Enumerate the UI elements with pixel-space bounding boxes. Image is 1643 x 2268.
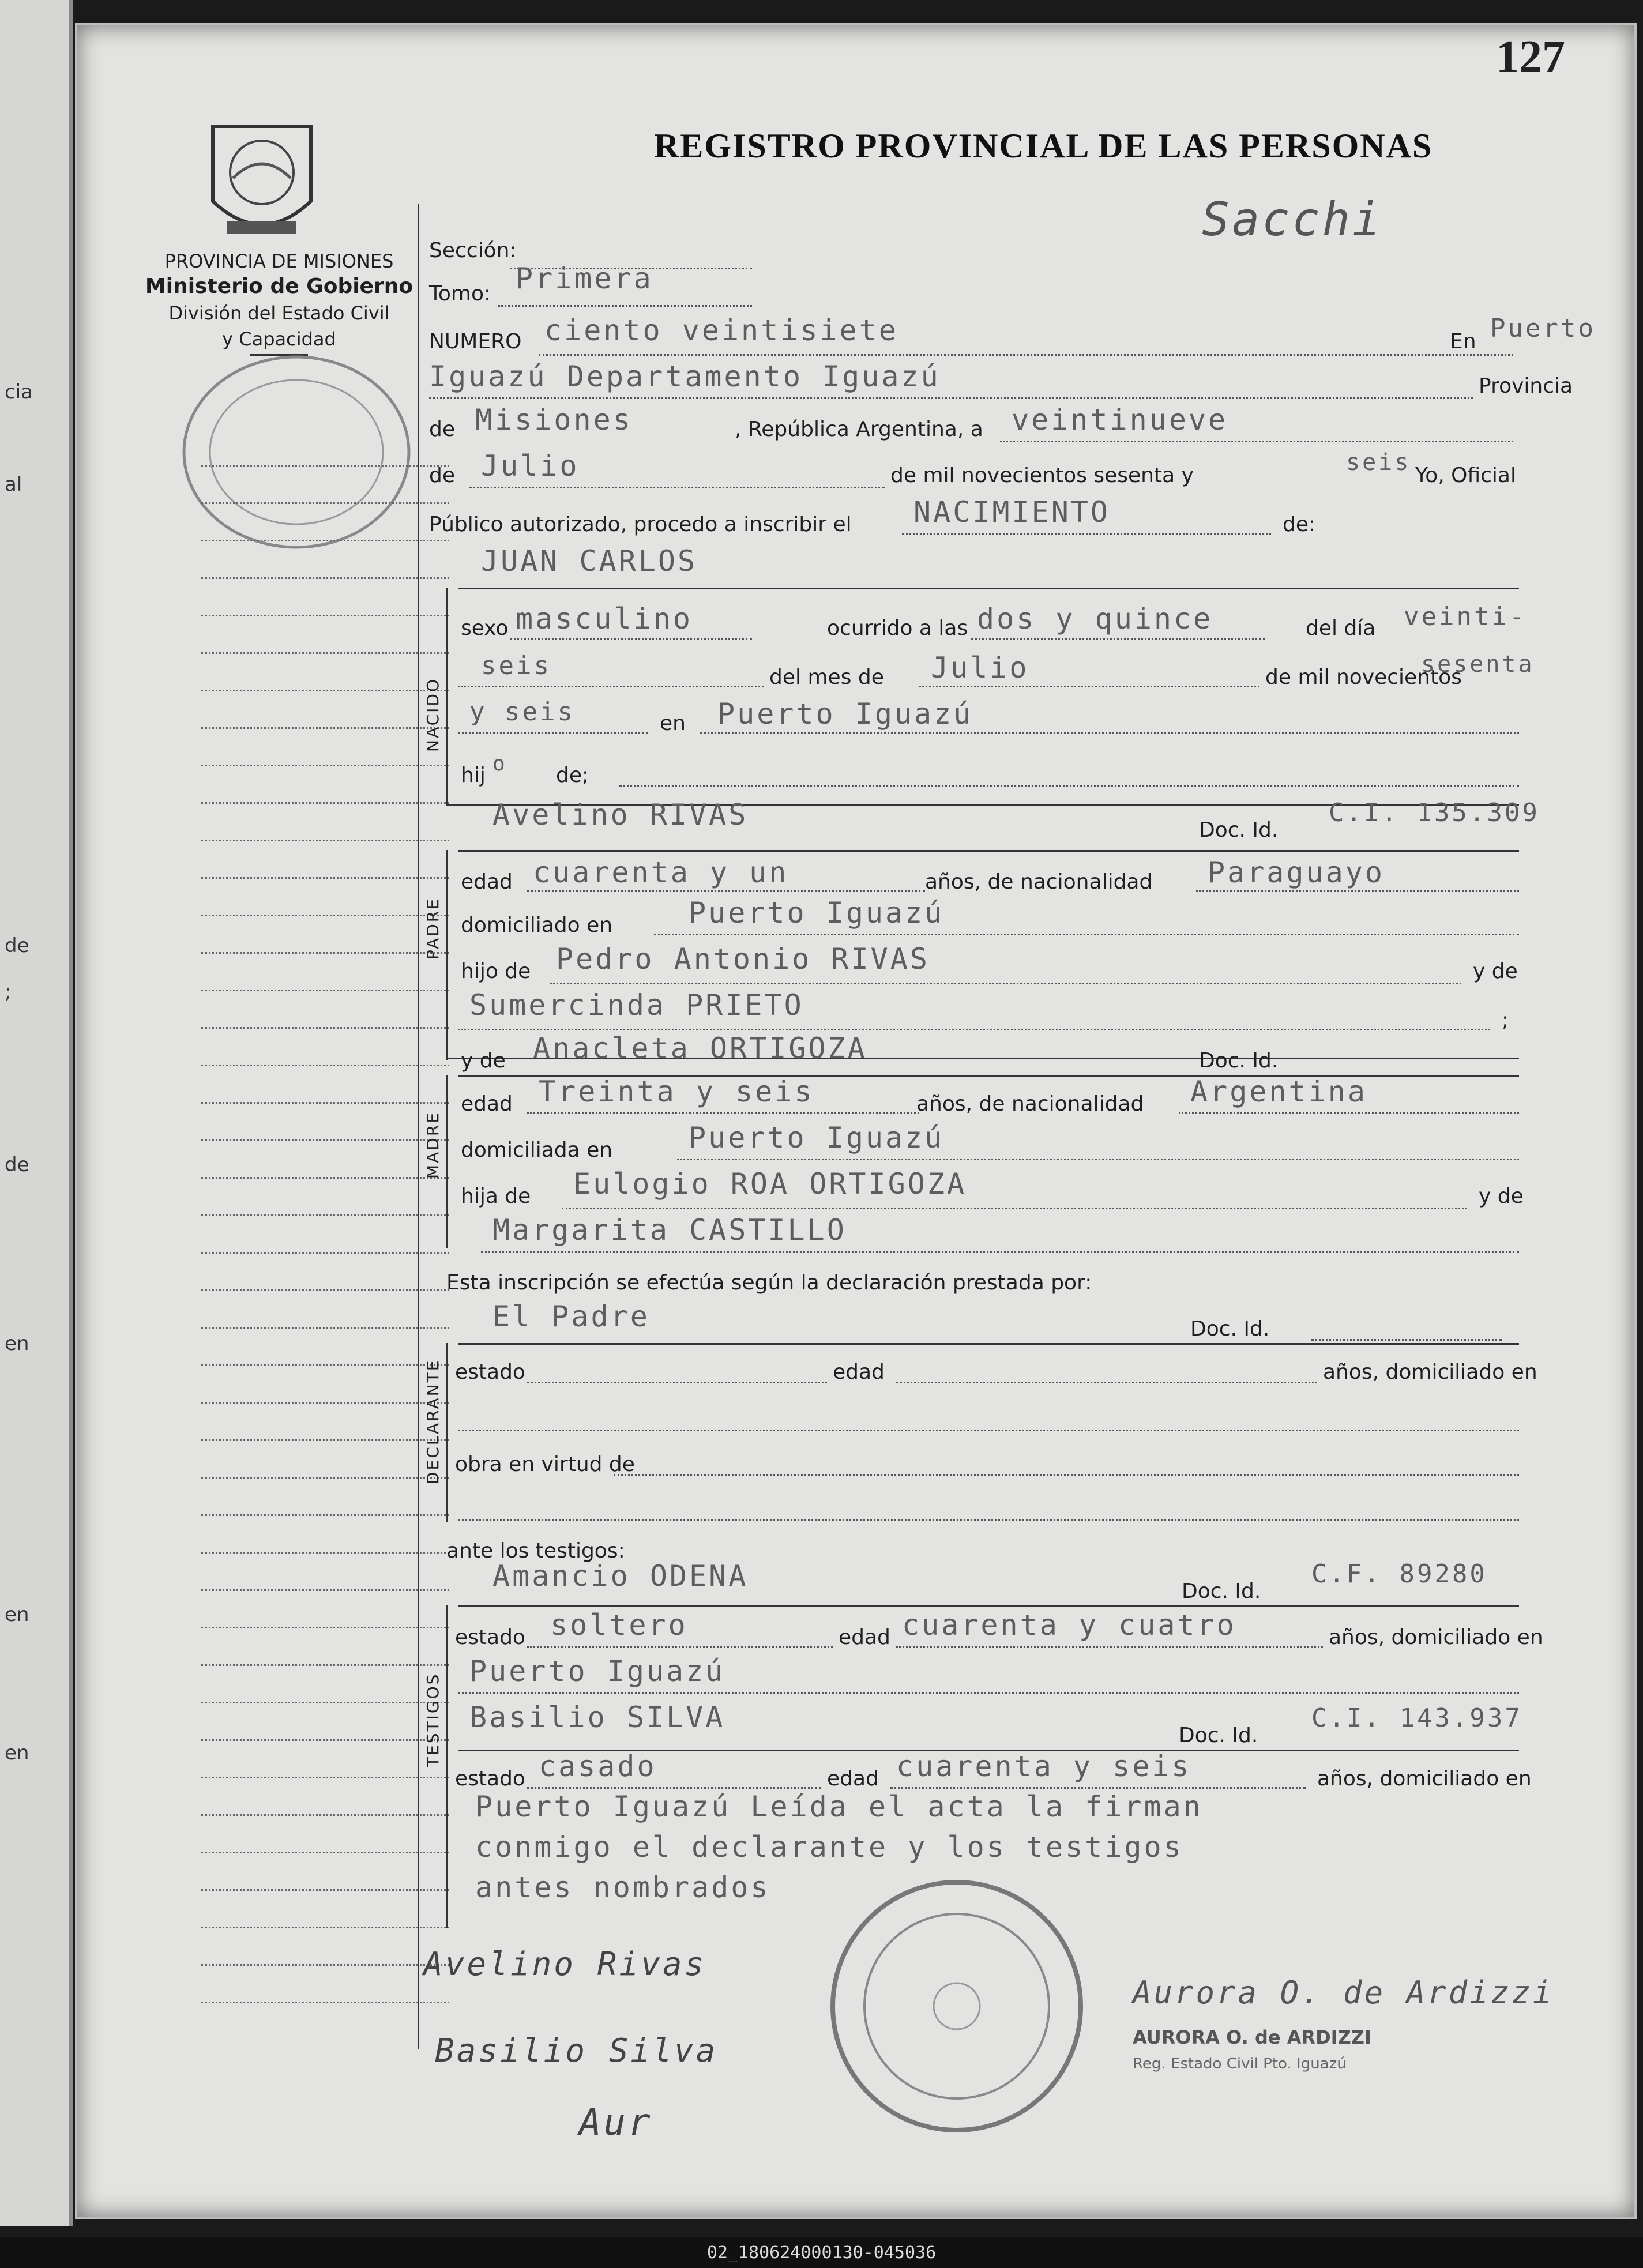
padre-doc-label: Doc. Id. xyxy=(1199,818,1279,842)
testigo1-edad-value: cuarenta y cuatro xyxy=(902,1608,1236,1642)
anio-value: seis xyxy=(1346,449,1411,476)
abuelo-materno-value: Eulogio ROA ORTIGOZA xyxy=(573,1167,967,1201)
testigo1-dom-label: años, domiciliado en xyxy=(1329,1626,1543,1649)
mil-sesenta-label: de mil novecientos sesenta y xyxy=(890,464,1194,487)
seccion-value: Primera xyxy=(516,262,653,295)
closing-line-2: conmigo el declarante y los testigos xyxy=(475,1830,1183,1864)
ministry-name: Ministerio de Gobierno xyxy=(145,274,413,298)
side-label-nacido: NACIDO xyxy=(423,677,442,752)
division-line-1: División del Estado Civil xyxy=(168,302,390,324)
de-colon-label: de: xyxy=(1283,513,1316,536)
anio-nac2-value: y seis xyxy=(469,697,575,727)
testigo1-nombre-value: Amancio ODENA xyxy=(492,1559,749,1593)
padre-y-de-label: y de xyxy=(1473,960,1518,983)
signature-third: Aur xyxy=(579,2101,653,2144)
side-label-madre: MADRE xyxy=(423,1111,442,1179)
acto-value: NACIMIENTO xyxy=(913,495,1111,529)
republica-label: , República Argentina, a xyxy=(735,418,983,441)
declarante-edad-label: edad xyxy=(833,1360,885,1384)
padre-hijo-de-label: hijo de xyxy=(461,960,531,983)
sexo-value: masculino xyxy=(516,602,693,635)
lugar-nac-value: Puerto Iguazú xyxy=(717,697,973,731)
madre-edad-label: edad xyxy=(461,1092,513,1116)
official-name-stamp: AURORA O. de ARDIZZI xyxy=(1133,2026,1371,2048)
padre-edad-label: edad xyxy=(461,870,513,894)
padre-edad-value: cuarenta y un xyxy=(533,856,789,889)
madre-dom-value: Puerto Iguazú xyxy=(689,1121,945,1154)
division-line-2: y Capacidad xyxy=(222,328,336,350)
abuela-materna-value: Margarita CASTILLO xyxy=(492,1213,847,1247)
gutter-fragment: cia xyxy=(5,381,33,404)
closing-line-3: antes nombrados xyxy=(475,1871,770,1904)
testigo2-estado-label: estado xyxy=(455,1767,525,1791)
page-number: 127 xyxy=(1496,32,1565,82)
province-emblem-icon xyxy=(207,115,317,247)
signature-official: Aurora O. de Ardizzi xyxy=(1133,1974,1554,2011)
madre-nombre-value: Anacleta ORTIGOZA xyxy=(533,1032,867,1065)
testigo2-doc-value: C.I. 143.937 xyxy=(1311,1703,1522,1733)
seccion-label: Sección: xyxy=(429,239,517,262)
testigo1-edad-label: edad xyxy=(839,1626,890,1649)
madre-nac-label: años, de nacionalidad xyxy=(916,1092,1144,1116)
gutter-fragment: en xyxy=(5,1742,29,1765)
madre-hija-de-label: hija de xyxy=(461,1184,531,1208)
dia-nac2-value: seis xyxy=(481,651,551,680)
testigo1-doc-label: Doc. Id. xyxy=(1182,1579,1261,1603)
declarante-estado-label: estado xyxy=(455,1360,525,1384)
image-identifier-footer: 02_180624000130-045036 xyxy=(0,2237,1643,2268)
side-label-testigos: TESTIGOS xyxy=(423,1672,442,1767)
padre-dom-label: domiciliado en xyxy=(461,913,613,937)
gutter-fragment: en xyxy=(5,1603,29,1626)
official-round-stamp-icon xyxy=(821,1871,1092,2142)
testigo1-doc-value: C.F. 89280 xyxy=(1311,1559,1487,1589)
del-mes-label: del mes de xyxy=(769,665,884,689)
side-label-declarante: DECLARANTE xyxy=(423,1359,442,1484)
nacido-top-rule xyxy=(458,588,1519,589)
anio-nac-value: sesenta xyxy=(1421,651,1535,678)
hijo-o-value: o xyxy=(492,752,507,776)
official-signature-top: Sacchi xyxy=(1202,193,1382,246)
de-label: de xyxy=(429,418,455,441)
page-title: REGISTRO PROVINCIAL DE LAS PERSONAS xyxy=(654,127,1433,165)
official-stamp-subtitle: Reg. Estado Civil Pto. Iguazú xyxy=(1133,2055,1347,2073)
abuelo-paterno-value: Pedro Antonio RIVAS xyxy=(556,942,930,976)
madre-nac-value: Argentina xyxy=(1190,1075,1367,1108)
signature-father: Avelino Rivas xyxy=(423,1946,706,1983)
padre-nac-label: años, de nacionalidad xyxy=(925,870,1153,894)
numero-label: NUMERO xyxy=(429,330,522,353)
testigo2-dom-label: años, domiciliado en xyxy=(1317,1767,1532,1791)
book-gutter xyxy=(0,0,73,2226)
declarante-doc-label: Doc. Id. xyxy=(1190,1317,1270,1341)
dia-nac-value: veinti- xyxy=(1404,602,1527,631)
testigo2-nombre-value: Basilio SILVA xyxy=(469,1701,725,1734)
yo-oficial-label: Yo, Oficial xyxy=(1415,464,1516,487)
tomo-label: Tomo: xyxy=(429,282,491,306)
signature-witness: Basilio Silva xyxy=(435,2032,718,2070)
padre-nac-value: Paraguayo xyxy=(1208,856,1385,889)
en-label: En xyxy=(1450,330,1476,353)
gutter-fragment: de xyxy=(5,1153,29,1176)
madre-edad-value: Treinta y seis xyxy=(539,1075,814,1108)
madre-y-de-label: y de xyxy=(461,1049,506,1073)
testigo2-estado-value: casado xyxy=(539,1750,657,1783)
testigo1-estado-value: soltero xyxy=(550,1608,688,1642)
mes-nac-value: Julio xyxy=(931,651,1029,684)
madre-dom-label: domiciliada en xyxy=(461,1138,613,1162)
declaracion-label: Esta inscripción se efectúa según la declaración prestada por: xyxy=(446,1271,1092,1295)
gutter-fragment: al xyxy=(5,473,22,496)
closing-line-1: Puerto Iguazú Leída el acta la firman xyxy=(475,1790,1203,1823)
del-dia-label: del día xyxy=(1306,616,1376,640)
gutter-fragment: de xyxy=(5,934,29,957)
ante-testigos-label: ante los testigos: xyxy=(446,1539,625,1563)
en-low-label: en xyxy=(660,712,686,735)
testigo1-estado-label: estado xyxy=(455,1626,525,1649)
mes-value: Julio xyxy=(481,449,580,483)
gutter-fragment: ; xyxy=(5,980,12,1003)
provincia-label: Provincia xyxy=(1479,374,1573,398)
madre-doc-label: Doc. Id. xyxy=(1199,1049,1279,1073)
abuela-paterna-value: Sumercinda PRIETO xyxy=(469,988,804,1022)
publico-label: Público autorizado, procedo a inscribir el xyxy=(429,513,852,536)
testigo2-edad-value: cuarenta y seis xyxy=(896,1750,1191,1783)
nombre-value: JUAN CARLOS xyxy=(481,544,698,578)
madre-y-de-label-2: y de xyxy=(1479,1184,1524,1208)
margin-notes-lines xyxy=(201,429,449,2003)
padre-nombre-value: Avelino RIVAS xyxy=(492,798,749,832)
province-name: PROVINCIA DE MISIONES xyxy=(164,250,394,272)
mil-novecientos-label: de mil novecientos xyxy=(1265,665,1462,689)
sexo-label: sexo xyxy=(461,616,509,640)
testigo1-dom-value: Puerto Iguazú xyxy=(469,1654,725,1688)
padre-semi: ; xyxy=(1502,1009,1509,1032)
gutter-fragment: en xyxy=(5,1332,29,1355)
obra-label: obra en virtud de xyxy=(455,1453,635,1476)
declarante-dom-label: años, domiciliado en xyxy=(1323,1360,1537,1384)
numero-value: ciento veintisiete xyxy=(544,314,898,347)
testigo2-edad-label: edad xyxy=(827,1767,879,1791)
registry-sheet xyxy=(75,23,1637,2219)
ocurrido-label: ocurrido a las xyxy=(827,616,968,640)
hora-value: dos y quince xyxy=(977,602,1213,635)
margin-divider xyxy=(418,204,419,2049)
side-label-padre: PADRE xyxy=(423,897,442,960)
testigo2-doc-label: Doc. Id. xyxy=(1179,1724,1258,1747)
declarante-value: El Padre xyxy=(492,1300,650,1333)
hijo-label: hij xyxy=(461,763,486,787)
place-line-value: Iguazú Departamento Iguazú xyxy=(429,360,941,393)
dia-value: veintinueve xyxy=(1012,403,1228,437)
de-label-2: de xyxy=(429,464,455,487)
en-place-value: Puerto xyxy=(1490,314,1596,343)
provincia-value: Misiones xyxy=(475,403,633,437)
padre-dom-value: Puerto Iguazú xyxy=(689,896,945,930)
de-semi-label: de; xyxy=(556,763,589,787)
padre-doc-value: C.I. 135.309 xyxy=(1329,798,1540,828)
